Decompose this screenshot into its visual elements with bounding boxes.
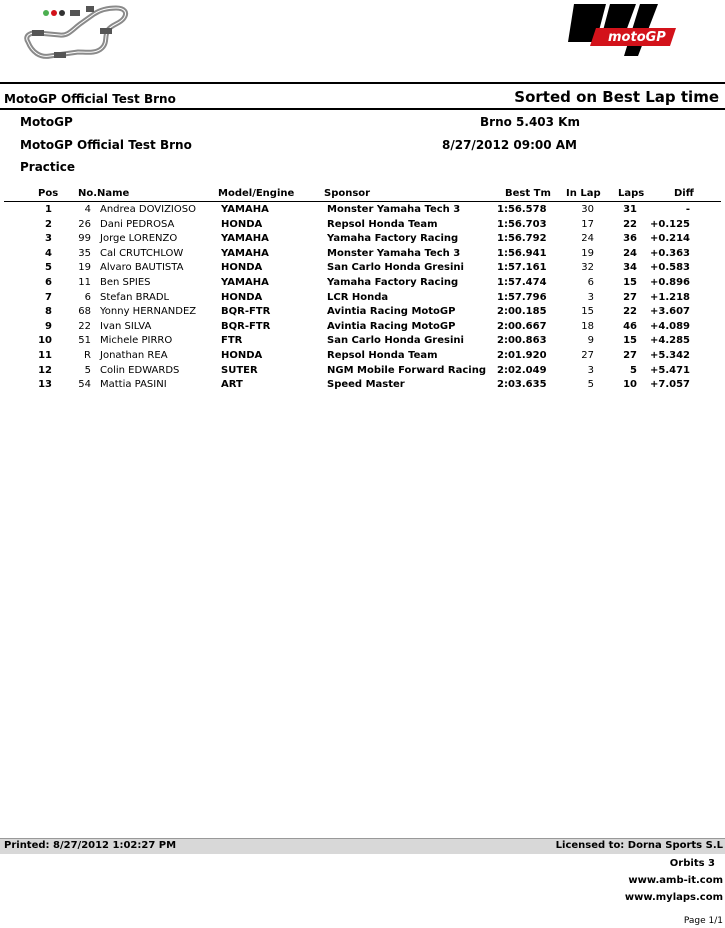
cell-best: 1:56.578: [497, 204, 547, 215]
track-map: [20, 2, 132, 64]
cell-diff: +1.218: [649, 291, 690, 303]
cell-inlap: 17: [581, 218, 594, 230]
table-row: [0, 247, 725, 262]
col-sponsor: Sponsor: [324, 188, 371, 199]
cell-laps: 36: [623, 233, 637, 245]
table-row: [0, 320, 725, 335]
cell-best: 1:56.792: [497, 233, 547, 245]
cell-model: SUTER: [221, 364, 258, 376]
cell-inlap: 5: [587, 379, 594, 391]
cell-inlap: 32: [581, 262, 594, 274]
cell-name: Jorge LORENZO: [100, 233, 178, 245]
table-row: [0, 334, 725, 349]
cell-laps: 31: [623, 204, 637, 215]
cell-model: YAMAHA: [221, 204, 269, 215]
cell-best: 2:02.049: [497, 364, 547, 376]
cell-model: BQR-FTR: [221, 320, 271, 332]
amb-link[interactable]: www.amb-it.com: [628, 875, 723, 886]
col-model: Model/Engine: [218, 188, 295, 199]
cell-no: 26: [78, 218, 91, 230]
cell-name: Dani PEDROSA: [100, 218, 175, 230]
col-pos: Pos: [38, 188, 59, 199]
orbits-version: Orbits 3: [669, 858, 715, 869]
cell-name: Ivan SILVA: [100, 320, 152, 332]
cell-laps: 22: [623, 218, 637, 230]
cell-name: Mattia PASINI: [100, 379, 167, 391]
col-laps: Laps: [618, 188, 645, 199]
header-rule-bottom: [0, 108, 725, 110]
cell-no: 99: [78, 233, 91, 245]
header-rule: [0, 82, 725, 84]
cell-diff: -: [685, 204, 690, 215]
table-row: [0, 349, 725, 364]
logo-text: motoGP: [608, 30, 666, 45]
table-row: [0, 232, 725, 247]
cell-laps: 15: [623, 276, 637, 288]
cell-no: 5: [84, 364, 91, 376]
cell-laps: 27: [623, 349, 637, 361]
cell-no: 11: [78, 276, 91, 288]
cell-best: 1:56.703: [497, 218, 547, 230]
cell-pos: 3: [45, 233, 52, 245]
cell-sponsor: San Carlo Honda Gresini: [327, 335, 464, 347]
cell-inlap: 19: [581, 247, 594, 259]
circuit-length: Brno 5.403 Km: [480, 115, 580, 129]
cell-no: 51: [78, 335, 91, 347]
cell-laps: 22: [623, 306, 637, 318]
event-title: MotoGP Official Test Brno: [4, 92, 176, 106]
cell-name: Colin EDWARDS: [100, 364, 180, 376]
cell-inlap: 27: [581, 349, 594, 361]
cell-sponsor: Avintia Racing MotoGP: [327, 306, 456, 318]
cell-name: Andrea DOVIZIOSO: [100, 204, 196, 215]
cell-best: 1:57.161: [497, 262, 547, 274]
cell-model: FTR: [221, 335, 243, 347]
cell-inlap: 24: [581, 233, 594, 245]
table-row: [0, 305, 725, 320]
col-inlap: In Lap: [566, 188, 601, 199]
cell-name: Alvaro BAUTISTA: [100, 262, 184, 274]
cell-no: 19: [78, 262, 91, 274]
cell-diff: +4.089: [649, 320, 690, 332]
cell-model: HONDA: [221, 349, 263, 361]
cell-pos: 4: [45, 247, 52, 259]
cell-name: Ben SPIES: [100, 276, 151, 288]
cell-model: YAMAHA: [221, 247, 269, 259]
category: MotoGP: [20, 115, 73, 129]
cell-diff: +5.342: [649, 349, 690, 361]
cell-laps: 46: [623, 320, 637, 332]
cell-pos: 8: [45, 306, 52, 318]
page-number: Page 1/1: [683, 916, 723, 926]
cell-diff: +0.583: [649, 262, 690, 274]
table-row: [0, 261, 725, 276]
cell-laps: 10: [623, 379, 637, 391]
cell-pos: 13: [38, 379, 52, 391]
col-no: No.: [78, 188, 98, 199]
cell-diff: +3.607: [649, 306, 690, 318]
marker-red: [51, 10, 57, 16]
cell-sponsor: LCR Honda: [327, 291, 389, 303]
session-datetime: 8/27/2012 09:00 AM: [442, 138, 577, 152]
cell-sponsor: Speed Master: [327, 379, 405, 391]
cell-diff: +0.363: [649, 247, 690, 259]
cell-diff: +5.471: [649, 364, 690, 376]
cell-model: HONDA: [221, 262, 263, 274]
cell-best: 2:01.920: [497, 349, 547, 361]
cell-laps: 5: [630, 364, 637, 376]
cell-laps: 24: [623, 247, 637, 259]
cell-pos: 5: [45, 262, 52, 274]
cell-model: ART: [221, 379, 243, 391]
cell-diff: +7.057: [649, 379, 690, 391]
cell-name: Michele PIRRO: [100, 335, 173, 347]
cell-best: 2:00.185: [497, 306, 547, 318]
cell-model: HONDA: [221, 218, 263, 230]
cell-no: R: [84, 349, 91, 361]
cell-best: 2:03.635: [497, 379, 547, 391]
motogp-logo: [566, 2, 686, 68]
cell-name: Stefan BRADL: [100, 291, 170, 303]
cell-best: 1:56.941: [497, 247, 547, 259]
col-name: Name: [97, 188, 130, 199]
table-row: [0, 364, 725, 379]
table-row: [0, 291, 725, 306]
cell-no: 4: [84, 204, 91, 215]
cell-inlap: 30: [581, 204, 594, 215]
marker-green: [43, 10, 49, 16]
cell-sponsor: Monster Yamaha Tech 3: [327, 247, 461, 259]
cell-sponsor: NGM Mobile Forward Racing: [327, 364, 486, 376]
license-info: Licensed to: Dorna Sports S.L: [555, 840, 723, 851]
col-best: Best Tm: [505, 188, 551, 199]
marker-dark: [59, 10, 65, 16]
cell-model: BQR-FTR: [221, 306, 271, 318]
table-row: [0, 378, 725, 393]
table-row: [0, 218, 725, 233]
cell-pos: 10: [38, 335, 52, 347]
cell-laps: 27: [623, 291, 637, 303]
mylaps-link[interactable]: www.mylaps.com: [624, 892, 723, 903]
cell-inlap: 3: [587, 364, 594, 376]
cell-pos: 11: [38, 349, 52, 361]
cell-sponsor: Yamaha Factory Racing: [327, 233, 459, 245]
cell-pos: 12: [38, 364, 52, 376]
session-name: Practice: [20, 160, 76, 174]
cell-pos: 2: [45, 218, 52, 230]
cell-model: HONDA: [221, 291, 263, 303]
cell-best: 2:00.667: [497, 320, 547, 332]
cell-name: Cal CRUTCHLOW: [100, 247, 184, 259]
cell-sponsor: Avintia Racing MotoGP: [327, 320, 456, 332]
cell-inlap: 3: [587, 291, 594, 303]
cell-laps: 34: [623, 262, 637, 274]
cell-model: YAMAHA: [221, 233, 269, 245]
cell-sponsor: Repsol Honda Team: [327, 349, 438, 361]
cell-diff: +0.896: [649, 276, 690, 288]
cell-pos: 1: [45, 204, 52, 215]
cell-no: 68: [78, 306, 91, 318]
cell-pos: 7: [45, 291, 52, 303]
results-table: [0, 203, 725, 393]
cell-inlap: 9: [587, 335, 594, 347]
cell-no: 6: [84, 291, 91, 303]
cell-no: 54: [78, 379, 91, 391]
table-row: [0, 276, 725, 291]
cell-diff: +0.125: [649, 218, 690, 230]
cell-inlap: 15: [581, 306, 594, 318]
cell-no: 22: [78, 320, 91, 332]
cell-best: 1:57.796: [497, 291, 547, 303]
col-diff: Diff: [674, 188, 694, 199]
cell-no: 35: [78, 247, 91, 259]
cell-pos: 9: [45, 320, 52, 332]
event-name: MotoGP Official Test Brno: [20, 138, 192, 152]
cell-best: 1:57.474: [497, 276, 547, 288]
cell-diff: +0.214: [649, 233, 690, 245]
cell-inlap: 18: [581, 320, 594, 332]
sort-title: Sorted on Best Lap time: [514, 88, 719, 106]
cell-sponsor: Monster Yamaha Tech 3: [327, 204, 461, 215]
cell-laps: 15: [623, 335, 637, 347]
table-header-rule: [4, 201, 721, 202]
printed-date: Printed: 8/27/2012 1:02:27 PM: [4, 840, 177, 851]
cell-model: YAMAHA: [221, 276, 269, 288]
cell-best: 2:00.863: [497, 335, 547, 347]
cell-sponsor: Yamaha Factory Racing: [327, 276, 459, 288]
table-row: [0, 203, 725, 218]
cell-diff: +4.285: [649, 335, 690, 347]
cell-inlap: 6: [587, 276, 594, 288]
cell-sponsor: Repsol Honda Team: [327, 218, 438, 230]
cell-name: Jonathan REA: [100, 349, 168, 361]
cell-sponsor: San Carlo Honda Gresini: [327, 262, 464, 274]
cell-name: Yonny HERNANDEZ: [100, 306, 197, 318]
cell-pos: 6: [45, 276, 52, 288]
